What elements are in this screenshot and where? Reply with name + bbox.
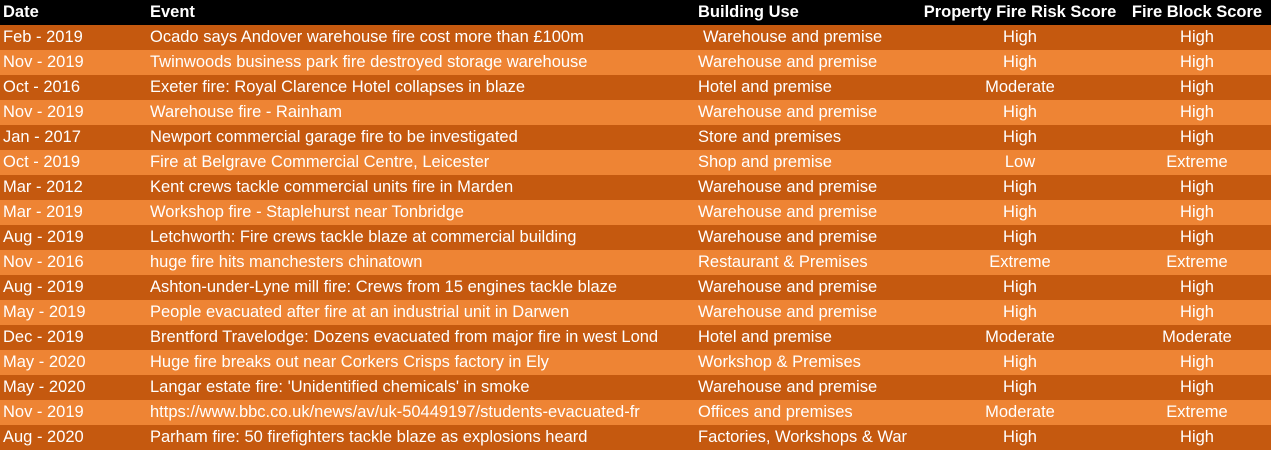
cell-fire-block-score[interactable]: High bbox=[1180, 78, 1214, 96]
cell-fire-block-score[interactable]: Extreme bbox=[1166, 403, 1228, 421]
cell-event[interactable]: Brentford Travelodge: Dozens evacuated from major fire in west Lond bbox=[150, 328, 659, 346]
cell-fire-block-score[interactable]: High bbox=[1180, 353, 1214, 371]
cell-property-fire-risk-score[interactable]: High bbox=[1003, 378, 1037, 396]
cell-date[interactable]: Mar - 2012 bbox=[3, 178, 83, 196]
cell-property-fire-risk-score[interactable]: Moderate bbox=[985, 403, 1055, 421]
cell-date[interactable]: Nov - 2019 bbox=[3, 103, 84, 121]
cell-building-use[interactable]: Warehouse and premise bbox=[698, 53, 878, 71]
table-row bbox=[0, 100, 1271, 125]
cell-property-fire-risk-score[interactable]: High bbox=[1003, 278, 1037, 296]
table-row bbox=[0, 75, 1271, 100]
header-event[interactable]: Event bbox=[150, 3, 195, 21]
cell-date[interactable]: Feb - 2019 bbox=[3, 28, 83, 46]
cell-property-fire-risk-score[interactable]: High bbox=[1003, 103, 1037, 121]
cell-event[interactable]: Exeter fire: Royal Clarence Hotel collapses in blaze bbox=[150, 78, 526, 96]
cell-building-use[interactable]: Workshop & Premises bbox=[698, 353, 861, 371]
table-row bbox=[0, 150, 1271, 175]
cell-fire-block-score[interactable]: High bbox=[1180, 28, 1214, 46]
header-row bbox=[0, 0, 1271, 25]
cell-fire-block-score[interactable]: High bbox=[1180, 103, 1214, 121]
cell-property-fire-risk-score[interactable]: High bbox=[1003, 303, 1037, 321]
cell-fire-block-score[interactable]: High bbox=[1180, 53, 1214, 71]
cell-building-use[interactable]: Warehouse and premise bbox=[698, 378, 878, 396]
cell-event[interactable]: Workshop fire - Staplehurst near Tonbridge bbox=[150, 203, 464, 221]
cell-building-use[interactable]: Shop and premise bbox=[698, 153, 832, 171]
cell-fire-block-score[interactable]: Extreme bbox=[1166, 253, 1228, 271]
cell-event[interactable]: Kent crews tackle commercial units fire in Marden bbox=[150, 178, 514, 196]
cell-building-use[interactable]: Warehouse and premise bbox=[703, 28, 883, 46]
cell-property-fire-risk-score[interactable]: High bbox=[1003, 203, 1037, 221]
cell-event[interactable]: Letchworth: Fire crews tackle blaze at commercial building bbox=[150, 228, 577, 246]
cell-property-fire-risk-score[interactable]: High bbox=[1003, 228, 1037, 246]
table-row bbox=[0, 25, 1271, 50]
cell-event[interactable]: Parham fire: 50 firefighters tackle blaze as explosions heard bbox=[150, 428, 588, 446]
table-row bbox=[0, 300, 1271, 325]
table-row bbox=[0, 425, 1271, 450]
header-property-fire-risk-score[interactable]: Property Fire Risk Score bbox=[923, 3, 1117, 21]
cell-fire-block-score[interactable]: High bbox=[1180, 378, 1214, 396]
table-row bbox=[0, 175, 1271, 200]
cell-date[interactable]: Nov - 2019 bbox=[3, 53, 84, 71]
cell-date[interactable]: Aug - 2020 bbox=[3, 428, 84, 446]
cell-building-use[interactable]: Warehouse and premise bbox=[698, 303, 878, 321]
cell-fire-block-score[interactable]: High bbox=[1180, 203, 1214, 221]
cell-fire-block-score[interactable]: High bbox=[1180, 303, 1214, 321]
cell-building-use[interactable]: Factories, Workshops & War bbox=[698, 428, 908, 446]
cell-property-fire-risk-score[interactable]: High bbox=[1003, 353, 1037, 371]
header-fire-block-score[interactable]: Fire Block Score bbox=[1131, 3, 1263, 21]
cell-property-fire-risk-score[interactable]: High bbox=[1003, 28, 1037, 46]
cell-building-use[interactable]: Warehouse and premise bbox=[698, 228, 878, 246]
cell-building-use[interactable]: Store and premises bbox=[698, 128, 842, 146]
table-row bbox=[0, 200, 1271, 225]
cell-event[interactable]: Ashton-under-Lyne mill fire: Crews from 15 engines tackle blaze bbox=[150, 278, 618, 296]
cell-property-fire-risk-score[interactable]: Moderate bbox=[985, 78, 1055, 96]
cell-fire-block-score[interactable]: High bbox=[1180, 228, 1214, 246]
cell-date[interactable]: May - 2020 bbox=[3, 353, 86, 371]
table-row bbox=[0, 325, 1271, 350]
cell-event[interactable]: People evacuated after fire at an industrial unit in Darwen bbox=[150, 303, 570, 321]
cell-building-use[interactable]: Hotel and premise bbox=[698, 328, 832, 346]
cell-event[interactable]: Warehouse fire - Rainham bbox=[150, 103, 342, 121]
cell-event[interactable]: Huge fire breaks out near Corkers Crisps factory in Ely bbox=[150, 353, 549, 371]
table-row bbox=[0, 275, 1271, 300]
cell-fire-block-score[interactable]: Moderate bbox=[1162, 328, 1232, 346]
cell-date[interactable]: Nov - 2019 bbox=[3, 403, 84, 421]
cell-building-use[interactable]: Warehouse and premise bbox=[698, 103, 878, 121]
cell-fire-block-score[interactable]: Extreme bbox=[1166, 153, 1228, 171]
cell-date[interactable]: Aug - 2019 bbox=[3, 278, 84, 296]
cell-property-fire-risk-score[interactable]: High bbox=[1003, 178, 1037, 196]
cell-event[interactable]: Newport commercial garage fire to be investigated bbox=[150, 128, 518, 146]
cell-building-use[interactable]: Offices and premises bbox=[698, 403, 853, 421]
cell-building-use[interactable]: Warehouse and premise bbox=[698, 178, 878, 196]
cell-building-use[interactable]: Restaurant & Premises bbox=[698, 253, 868, 271]
cell-date[interactable]: May - 2020 bbox=[3, 378, 86, 396]
cell-property-fire-risk-score[interactable]: High bbox=[1003, 128, 1037, 146]
table-row bbox=[0, 400, 1271, 425]
cell-date[interactable]: Jan - 2017 bbox=[3, 128, 81, 146]
table-row bbox=[0, 225, 1271, 250]
cell-building-use[interactable]: Warehouse and premise bbox=[698, 278, 878, 296]
cell-property-fire-risk-score[interactable]: Moderate bbox=[985, 328, 1055, 346]
cell-building-use[interactable]: Warehouse and premise bbox=[698, 203, 878, 221]
cell-event[interactable]: Langar estate fire: 'Unidentified chemicals' in smoke bbox=[150, 378, 530, 396]
header-building-use[interactable]: Building Use bbox=[698, 3, 799, 21]
cell-fire-block-score[interactable]: High bbox=[1180, 128, 1214, 146]
cell-date[interactable]: Oct - 2016 bbox=[3, 78, 81, 96]
cell-date[interactable]: Nov - 2016 bbox=[3, 253, 84, 271]
table-row bbox=[0, 50, 1271, 75]
cell-date[interactable]: Mar - 2019 bbox=[3, 203, 83, 221]
cell-property-fire-risk-score[interactable]: High bbox=[1003, 428, 1037, 446]
cell-fire-block-score[interactable]: High bbox=[1180, 278, 1214, 296]
cell-date[interactable]: Oct - 2019 bbox=[3, 153, 81, 171]
table-row bbox=[0, 350, 1271, 375]
table-row bbox=[0, 125, 1271, 150]
cell-event[interactable]: Twinwoods business park fire destroyed storage warehouse bbox=[150, 53, 588, 71]
cell-event[interactable]: Fire at Belgrave Commercial Centre, Leicester bbox=[150, 153, 490, 171]
cell-event[interactable]: Ocado says Andover warehouse fire cost more than £100m bbox=[150, 28, 584, 46]
cell-event[interactable]: https://www.bbc.co.uk/news/av/uk-50449197/students-evacuated-fr bbox=[150, 403, 640, 421]
table-row bbox=[0, 250, 1271, 275]
cell-date[interactable]: May - 2019 bbox=[3, 303, 86, 321]
table-body bbox=[0, 25, 1271, 450]
cell-property-fire-risk-score[interactable]: Low bbox=[1004, 153, 1036, 171]
cell-fire-block-score[interactable]: High bbox=[1180, 428, 1214, 446]
cell-building-use[interactable]: Hotel and premise bbox=[698, 78, 832, 96]
cell-property-fire-risk-score[interactable]: High bbox=[1003, 53, 1037, 71]
cell-property-fire-risk-score[interactable]: Extreme bbox=[989, 253, 1051, 271]
cell-date[interactable]: Aug - 2019 bbox=[3, 228, 84, 246]
cell-date[interactable]: Dec - 2019 bbox=[3, 328, 84, 346]
cell-fire-block-score[interactable]: High bbox=[1180, 178, 1214, 196]
header-date[interactable]: Date bbox=[3, 3, 39, 21]
table-row bbox=[0, 375, 1271, 400]
cell-event[interactable]: huge fire hits manchesters chinatown bbox=[150, 253, 423, 271]
